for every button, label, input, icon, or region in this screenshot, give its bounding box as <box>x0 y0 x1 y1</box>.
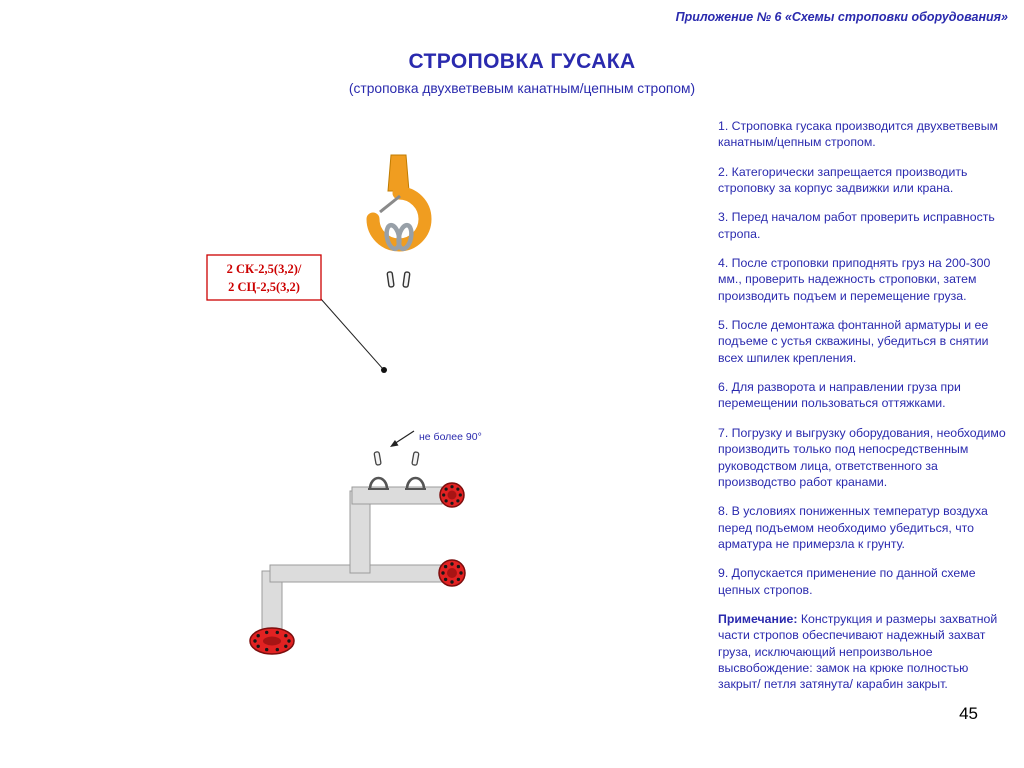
gooseneck-pipe-assembly <box>262 487 444 629</box>
leader-line <box>321 299 383 369</box>
flange-icon <box>250 628 294 654</box>
pipe-segment <box>352 487 442 504</box>
instruction-item: 7. Погрузку и выгрузку оборудования, необходимо производить только под непосредственным руководством лица, ответственного за производство работ кранами. <box>718 425 1006 489</box>
arrow-head-icon <box>390 440 399 447</box>
leader-dot <box>381 367 387 373</box>
angle-annotation <box>390 431 482 447</box>
safety-latch-icon <box>380 196 400 212</box>
instruction-item: 3. Перед началом работ проверить исправность стропа. <box>718 210 995 241</box>
sling-type-line1: 2 СК-2,5(3,2)/ <box>226 262 302 276</box>
title-block <box>20 50 1024 96</box>
chain-link-icon <box>387 272 410 288</box>
flange-icon <box>440 483 464 507</box>
instruction-item: 1. Строповка гусака производится двухветвевым канатным/цепным стропом. <box>718 119 999 150</box>
instruction-item: 2. Категорически запрещается производить строповку за корпус задвижки или крана. <box>718 164 968 196</box>
note-label: Примечание: <box>718 611 798 626</box>
instruction-item: 9. Допускается применение по данной схеме цепных стропов. <box>718 566 976 597</box>
note-text: Конструкция и размеры захватной части стропов обеспечивают надежный захват груза, исключающий непроизвольное высвобождение: замок на крюке полностью закрыт/ петля затянута/ карабин закрыт. <box>718 611 998 692</box>
instructions-list <box>718 118 1011 706</box>
note <box>718 611 1011 693</box>
instruction-item: 6. Для разворота и направлении груза при перемещении пользоваться оттяжками. <box>718 380 961 411</box>
slinging-diagram <box>140 130 560 690</box>
chain-link-icon <box>374 452 419 466</box>
page-number: 45 <box>959 704 978 723</box>
header-annotation: Приложение № 6 «Схемы строповки оборудования» <box>675 10 1008 24</box>
angle-label: не более 90° <box>419 431 482 443</box>
instruction-item: 4. После строповки приподнять груз на 200-300 мм., проверить надежность строповки, затем производить подъем и перемещение груза. <box>718 256 991 303</box>
sling-type-line2: 2 СЦ-2,5(3,2) <box>228 280 300 294</box>
page-subtitle: (строповка двухветвевым канатным/цепным стропом) <box>348 81 696 96</box>
flange-icon <box>439 560 465 586</box>
page-title: СТРОПОВКА ГУСАКА <box>408 50 636 73</box>
sling-eyes-icon <box>385 224 414 250</box>
sling-type-callout <box>207 255 387 373</box>
instruction-item: 5. После демонтажа фонтанной арматуры и ее подъеме с устья скважины, убедиться в снятии всех шпилек крепления. <box>718 318 989 365</box>
instruction-item: 8. В условиях пониженных температур воздуха перед подъемом необходимо убедиться, что арматура не примерзла к грунту. <box>718 504 988 551</box>
